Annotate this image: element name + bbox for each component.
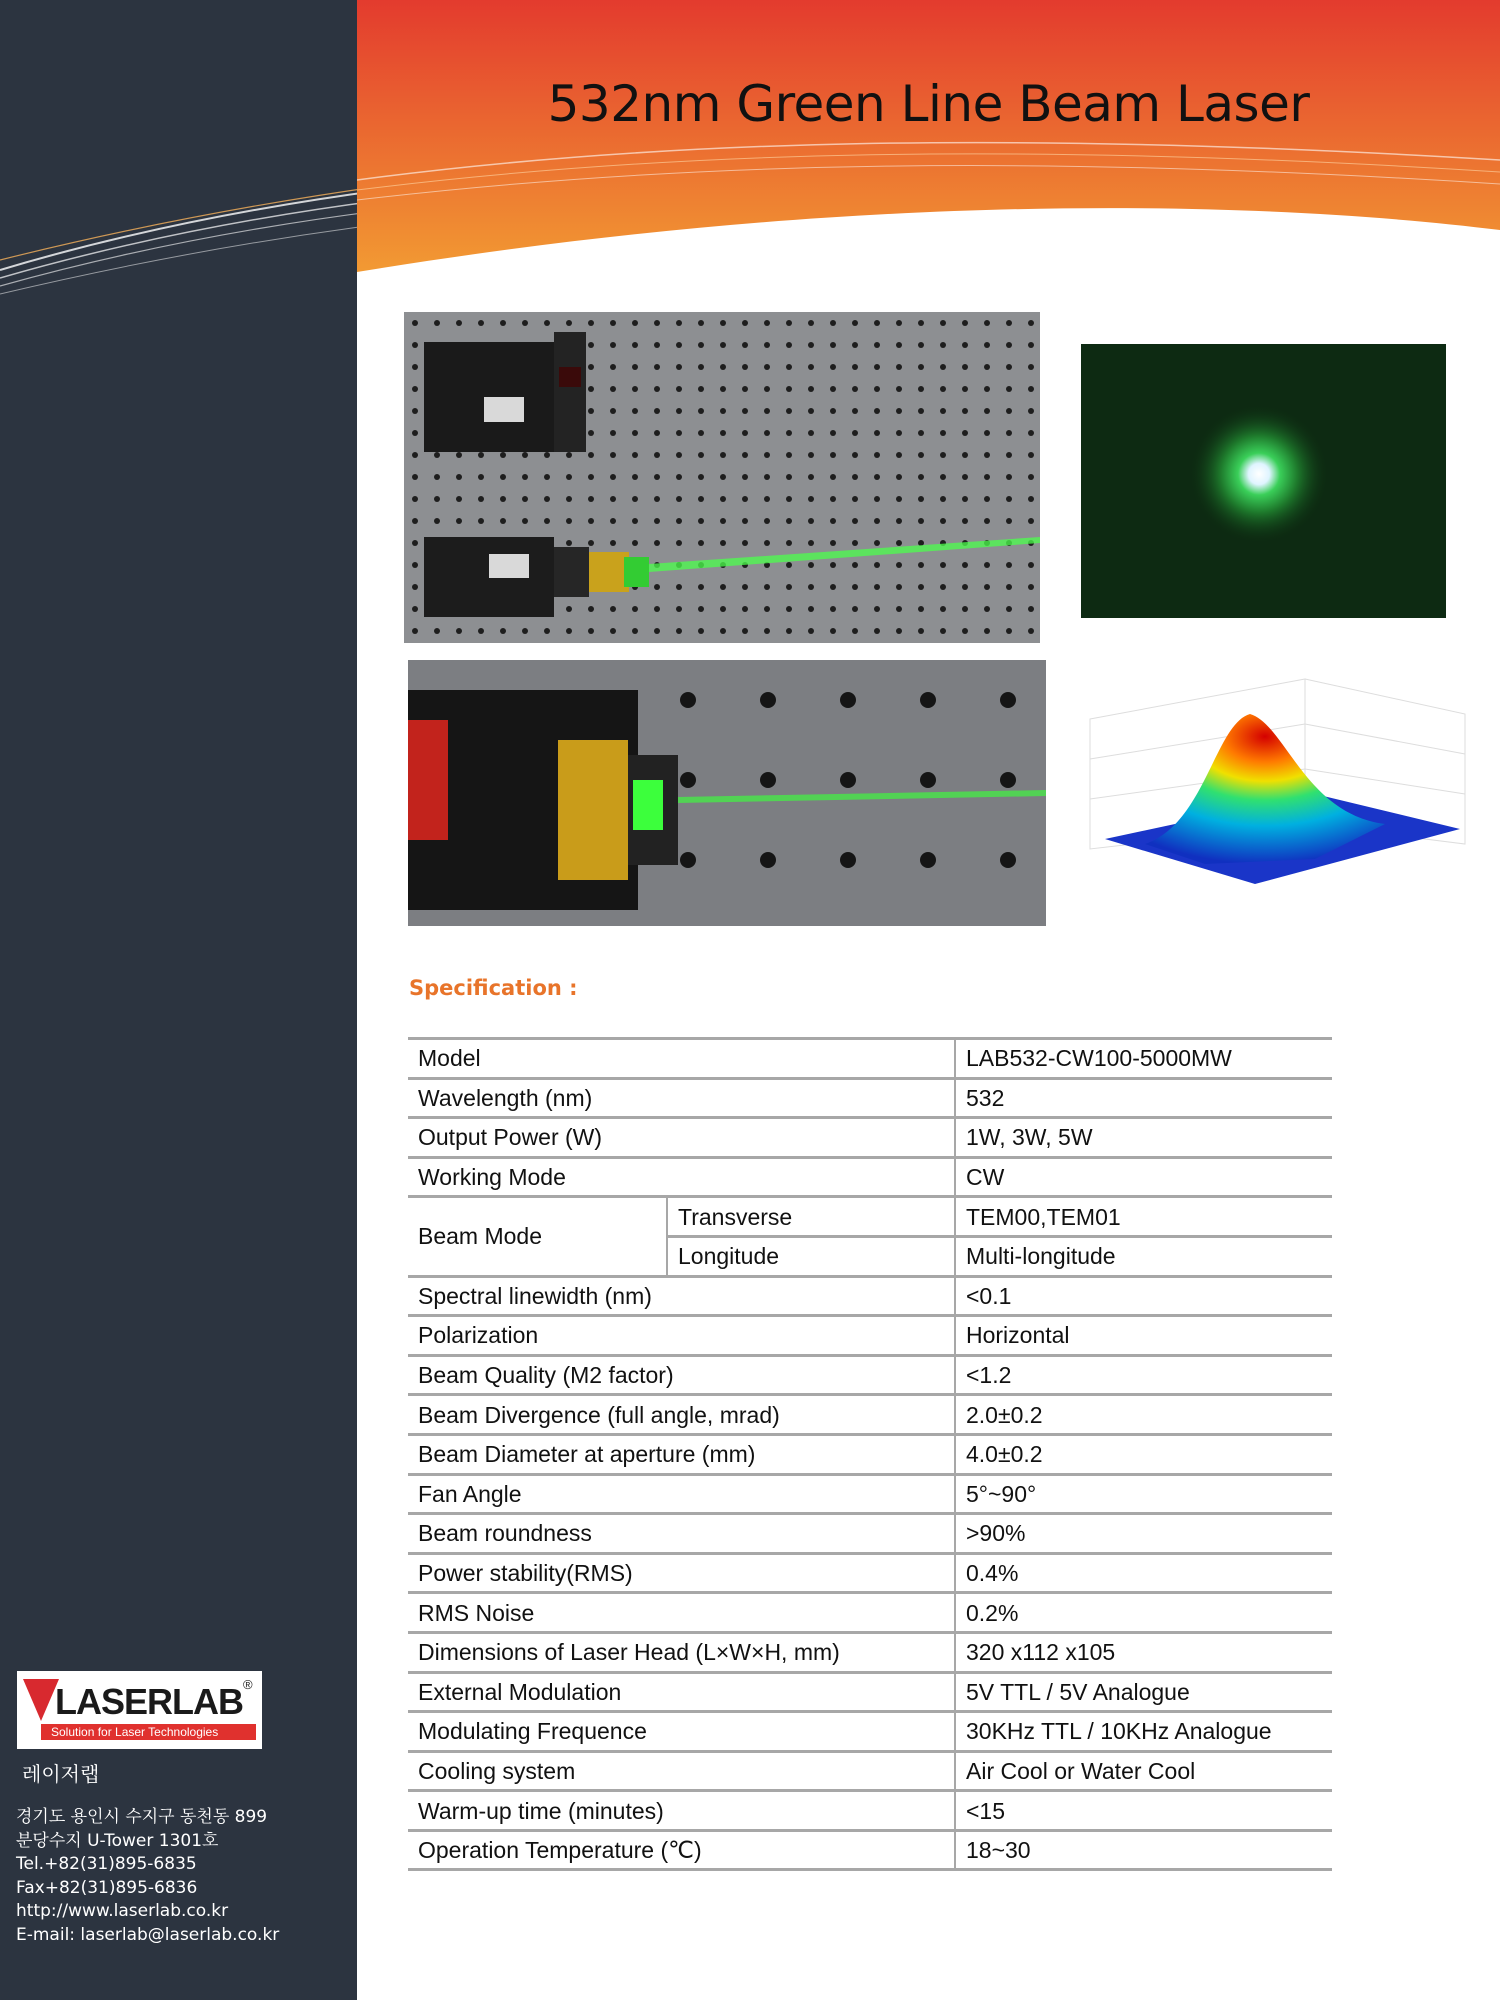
spec-value: Horizontal — [955, 1316, 1332, 1356]
spec-value: 0.2% — [955, 1593, 1332, 1633]
address-line-1: 경기도 용인시 수지구 동천동 899 — [16, 1807, 268, 1827]
table-row — [408, 1672, 1332, 1712]
table-row — [408, 1712, 1332, 1752]
spec-value: 320 x112 x105 — [955, 1632, 1332, 1672]
spec-value: 5V TTL / 5V Analogue — [955, 1672, 1332, 1712]
spec-label: Model — [408, 1039, 955, 1079]
contact-info — [16, 1806, 279, 1947]
spec-value: 30KHz TTL / 10KHz Analogue — [955, 1712, 1332, 1752]
table-row — [408, 1514, 1332, 1554]
spec-value: 1W, 3W, 5W — [955, 1118, 1332, 1158]
spec-label: Beam Divergence (full angle, mrad) — [408, 1395, 955, 1435]
spec-label: Wavelength (nm) — [408, 1078, 955, 1118]
table-row — [408, 1751, 1332, 1791]
spec-table — [408, 1037, 1332, 1871]
spec-value: Air Cool or Water Cool — [955, 1751, 1332, 1791]
spec-value: <1.2 — [955, 1355, 1332, 1395]
spec-label: External Modulation — [408, 1672, 955, 1712]
laser-setup-photo — [404, 312, 1040, 643]
table-row — [408, 1553, 1332, 1593]
company-logo — [17, 1671, 262, 1749]
spec-heading: Specification : — [409, 976, 578, 1000]
spec-label: Dimensions of Laser Head (L×W×H, mm) — [408, 1632, 955, 1672]
spec-value: LAB532-CW100-5000MW — [955, 1039, 1332, 1079]
page-title: 532nm Green Line Beam Laser — [547, 75, 1310, 133]
spec-label: Operation Temperature (℃) — [408, 1830, 955, 1870]
table-row — [408, 1276, 1332, 1316]
logo-text: LASERLAB — [55, 1681, 243, 1722]
email-link[interactable]: E-mail: laserlab@laserlab.co.kr — [16, 1924, 280, 1945]
spec-label: Output Power (W) — [408, 1118, 955, 1158]
table-row — [408, 1830, 1332, 1870]
table-row — [408, 1395, 1332, 1435]
spec-label: Spectral linewidth (nm) — [408, 1276, 955, 1316]
logo-registered-mark: ® — [243, 1677, 253, 1692]
spec-label: Cooling system — [408, 1751, 955, 1791]
spec-value: 4.0±0.2 — [955, 1434, 1332, 1474]
spec-label: Beam Mode — [408, 1197, 667, 1276]
table-row — [408, 1791, 1332, 1831]
spec-value: 2.0±0.2 — [955, 1395, 1332, 1435]
table-row — [408, 1474, 1332, 1514]
fax-number: Fax+82(31)895-6836 — [16, 1877, 198, 1898]
spec-value: Multi-longitude — [955, 1236, 1332, 1276]
phone-number: Tel.+82(31)895-6835 — [16, 1854, 197, 1874]
spec-value: CW — [955, 1157, 1332, 1197]
spec-value: 18~30 — [955, 1830, 1332, 1870]
spec-label: RMS Noise — [408, 1593, 955, 1633]
spec-label: Working Mode — [408, 1157, 955, 1197]
table-row — [408, 1118, 1332, 1158]
table-row — [408, 1632, 1332, 1672]
table-row — [408, 1078, 1332, 1118]
spec-label: Modulating Frequence — [408, 1712, 955, 1752]
spec-label: Fan Angle — [408, 1474, 955, 1514]
table-row — [408, 1039, 1332, 1079]
spec-label: Power stability(RMS) — [408, 1553, 955, 1593]
spec-label: Beam Diameter at aperture (mm) — [408, 1434, 955, 1474]
spec-label: Beam Quality (M2 factor) — [408, 1355, 955, 1395]
table-row — [408, 1355, 1332, 1395]
spec-value: 532 — [955, 1078, 1332, 1118]
spec-label: Beam roundness — [408, 1514, 955, 1554]
beam-spot-photo — [1081, 344, 1446, 618]
table-row — [408, 1434, 1332, 1474]
laser-head-closeup-photo — [408, 660, 1046, 926]
logo-tagline: Solution for Laser Technologies — [41, 1724, 256, 1740]
table-row — [408, 1593, 1332, 1633]
spec-value: 0.4% — [955, 1553, 1332, 1593]
spec-value: <0.1 — [955, 1276, 1332, 1316]
table-row — [408, 1316, 1332, 1356]
spec-value: 5°~90° — [955, 1474, 1332, 1514]
spec-value: <15 — [955, 1791, 1332, 1831]
table-row — [408, 1197, 1332, 1237]
table-row — [408, 1157, 1332, 1197]
spec-sublabel: Transverse — [667, 1197, 955, 1237]
website-link[interactable]: http://www.laserlab.co.kr — [16, 1901, 229, 1921]
spec-value: TEM00,TEM01 — [955, 1197, 1332, 1237]
spec-value: >90% — [955, 1514, 1332, 1554]
header-banner — [357, 0, 1500, 280]
address-line-2: 분당수지 U-Tower 1301호 — [16, 1830, 219, 1851]
beam-profile-3d-plot — [1085, 674, 1470, 894]
spec-sublabel: Longitude — [667, 1236, 955, 1276]
spec-label: Polarization — [408, 1316, 955, 1356]
company-name-kr: 레이저랩 — [22, 1762, 100, 1786]
spec-label: Warm-up time (minutes) — [408, 1791, 955, 1831]
